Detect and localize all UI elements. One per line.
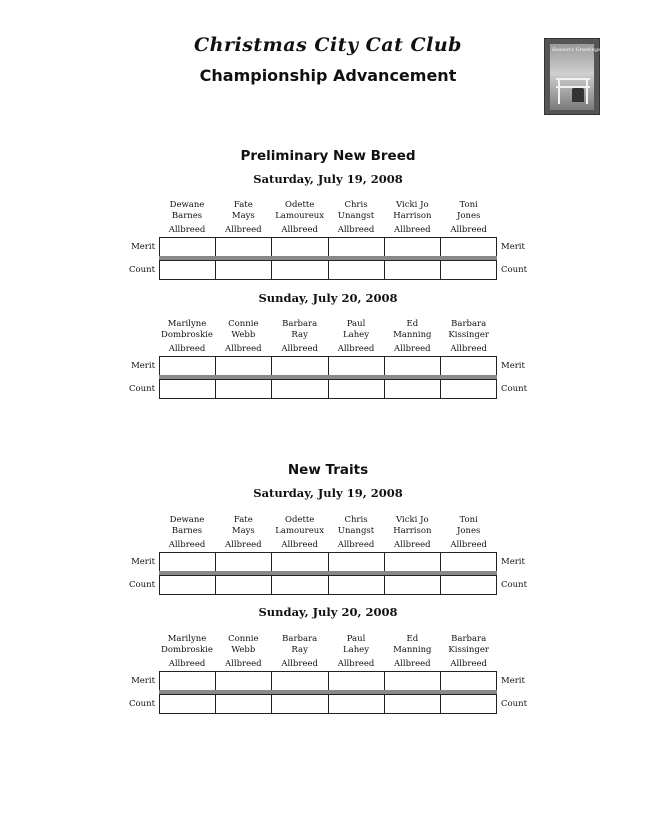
judge-first-name: Odette [285, 200, 315, 210]
railing-post [558, 80, 560, 104]
greeting-card-image [544, 38, 600, 115]
count-entry-cell[interactable] [160, 380, 215, 398]
judge-last-name: Dombroskie [161, 644, 213, 655]
judge-last-name: Kissinger [448, 329, 489, 340]
judge-column-header [441, 319, 497, 355]
merit-row [159, 356, 497, 376]
merit-entry-cell[interactable] [271, 357, 327, 375]
count-entry-cell[interactable] [328, 576, 384, 594]
count-label-right: Count [501, 580, 527, 590]
judge-first-name: Fate [233, 200, 253, 210]
judge-first-name: Marilyne [167, 634, 207, 644]
count-label-left: Count [129, 384, 155, 394]
merit-entry-cell[interactable] [440, 553, 496, 571]
judge-last-name: Unangst [337, 525, 375, 536]
judge-column-header [215, 319, 271, 355]
merit-entry-cell[interactable] [440, 238, 496, 256]
ring-type: Allbreed [394, 344, 431, 354]
scoring-grid [159, 356, 497, 399]
chair-icon [572, 88, 584, 102]
count-label-left: Count [129, 265, 155, 275]
merit-entry-cell[interactable] [328, 672, 384, 690]
judge-column-header [159, 634, 215, 670]
count-entry-cell[interactable] [271, 380, 327, 398]
judge-column-header [384, 319, 440, 355]
judge-last-name: Ray [291, 644, 308, 655]
merit-entry-cell[interactable] [160, 553, 215, 571]
ring-type: Allbreed [225, 225, 262, 235]
merit-entry-cell[interactable] [440, 672, 496, 690]
count-entry-cell[interactable] [215, 380, 271, 398]
scoring-grid [159, 237, 497, 280]
merit-entry-cell[interactable] [215, 357, 271, 375]
judge-first-name: Connie [228, 319, 259, 329]
merit-entry-cell[interactable] [215, 238, 271, 256]
judge-column-header [159, 319, 215, 355]
judge-first-name: Paul [346, 319, 366, 329]
judge-last-name: Lahey [342, 644, 370, 655]
count-entry-cell[interactable] [215, 695, 271, 713]
ring-type: Allbreed [168, 540, 206, 550]
merit-entry-cell[interactable] [328, 238, 384, 256]
judge-first-name: Barbara [451, 319, 487, 329]
section-title: New Traits [287, 462, 369, 478]
judge-first-name: Barbara [451, 634, 487, 644]
merit-label-right: Merit [501, 676, 525, 686]
judge-last-name: Lamoureux [275, 210, 325, 221]
ring-type: Allbreed [281, 540, 318, 550]
judge-column-header [328, 319, 384, 355]
judge-first-name: Dewane [169, 515, 205, 525]
judge-last-name: Manning [393, 644, 432, 655]
judge-first-name: Paul [346, 634, 366, 644]
judge-column-header [272, 634, 328, 670]
judge-last-name: Jones [456, 525, 481, 536]
row-separator [159, 690, 497, 694]
ring-type: Allbreed [225, 344, 262, 354]
ring-type: Allbreed [337, 344, 375, 354]
card-caption: Season's Greetings [552, 47, 601, 53]
judge-column-header [159, 200, 215, 236]
judge-first-name: Fate [233, 515, 253, 525]
railing-top [556, 78, 590, 80]
ring-type: Allbreed [168, 659, 206, 669]
count-label-right: Count [501, 699, 527, 709]
ring-type: Allbreed [394, 659, 431, 669]
judge-column-header [159, 515, 215, 551]
merit-row [159, 552, 497, 572]
railing-post [586, 80, 588, 104]
count-row [159, 575, 497, 595]
judge-column-header [328, 634, 384, 670]
row-separator [159, 571, 497, 575]
count-entry-cell[interactable] [384, 261, 440, 279]
count-entry-cell[interactable] [160, 695, 215, 713]
judge-column-header [328, 200, 384, 236]
ring-type: Allbreed [394, 225, 431, 235]
count-row [159, 260, 497, 280]
merit-entry-cell[interactable] [440, 357, 496, 375]
judge-header-row [159, 200, 497, 240]
scoring-grid [159, 671, 497, 714]
judge-last-name: Mays [231, 525, 255, 536]
ring-type: Allbreed [450, 225, 487, 235]
merit-entry-cell[interactable] [271, 672, 327, 690]
ring-type: Allbreed [281, 344, 318, 354]
judge-column-header [272, 515, 328, 551]
judge-last-name: Lamoureux [275, 525, 325, 536]
count-entry-cell[interactable] [384, 695, 440, 713]
judge-last-name: Barnes [171, 210, 203, 221]
ring-type: Allbreed [450, 344, 487, 354]
judge-last-name: Jones [456, 210, 481, 221]
merit-label-left: Merit [131, 242, 155, 252]
count-entry-cell[interactable] [328, 261, 384, 279]
count-entry-cell[interactable] [160, 261, 215, 279]
judge-last-name: Mays [231, 210, 255, 221]
count-entry-cell[interactable] [328, 380, 384, 398]
merit-label-left: Merit [131, 676, 155, 686]
merit-entry-cell[interactable] [160, 238, 215, 256]
judge-column-header [441, 634, 497, 670]
judge-column-header [328, 515, 384, 551]
day-date: Saturday, July 19, 2008 [253, 172, 403, 186]
ring-type: Allbreed [394, 540, 431, 550]
club-title: Christmas City Cat Club [194, 34, 462, 56]
count-entry-cell[interactable] [440, 380, 496, 398]
beach-chair-picture [550, 44, 601, 110]
judge-last-name: Webb [231, 329, 256, 340]
count-label-left: Count [129, 580, 155, 590]
merit-entry-cell[interactable] [384, 238, 440, 256]
ring-type: Allbreed [337, 225, 375, 235]
count-entry-cell[interactable] [440, 261, 496, 279]
judge-first-name: Barbara [282, 634, 318, 644]
count-label-right: Count [501, 384, 527, 394]
judge-column-header [215, 634, 271, 670]
merit-label-right: Merit [501, 242, 525, 252]
count-row [159, 694, 497, 714]
ring-type: Allbreed [168, 344, 206, 354]
judge-header-row [159, 319, 497, 359]
judge-first-name: Ed [406, 634, 419, 644]
merit-entry-cell[interactable] [271, 238, 327, 256]
day-date: Sunday, July 20, 2008 [258, 291, 398, 305]
judge-column-header [272, 319, 328, 355]
judge-last-name: Harrison [393, 525, 432, 536]
judge-column-header [441, 515, 497, 551]
day-date: Saturday, July 19, 2008 [253, 486, 403, 500]
judge-first-name: Barbara [282, 319, 318, 329]
judge-last-name: Barnes [171, 525, 203, 536]
merit-entry-cell[interactable] [384, 553, 440, 571]
judge-header-row [159, 634, 497, 674]
ring-type: Allbreed [281, 225, 318, 235]
judge-column-header [215, 200, 271, 236]
judge-column-header [441, 200, 497, 236]
count-entry-cell[interactable] [440, 695, 496, 713]
count-entry-cell[interactable] [271, 695, 327, 713]
ring-type: Allbreed [337, 659, 375, 669]
judge-first-name: Toni [459, 200, 478, 210]
day-date: Sunday, July 20, 2008 [258, 605, 398, 619]
merit-entry-cell[interactable] [384, 357, 440, 375]
count-entry-cell[interactable] [215, 576, 271, 594]
judge-header-row [159, 515, 497, 555]
row-separator [159, 256, 497, 260]
count-entry-cell[interactable] [328, 695, 384, 713]
judge-last-name: Dombroskie [161, 329, 213, 340]
judge-column-header [215, 515, 271, 551]
row-separator [159, 375, 497, 379]
ring-type: Allbreed [168, 225, 206, 235]
merit-row [159, 237, 497, 257]
count-entry-cell[interactable] [160, 576, 215, 594]
merit-row [159, 671, 497, 691]
count-entry-cell[interactable] [384, 380, 440, 398]
count-entry-cell[interactable] [440, 576, 496, 594]
scoring-grid [159, 552, 497, 595]
judge-column-header [384, 634, 440, 670]
merit-entry-cell[interactable] [384, 672, 440, 690]
judge-last-name: Webb [231, 644, 256, 655]
merit-entry-cell[interactable] [328, 553, 384, 571]
merit-label-left: Merit [131, 557, 155, 567]
merit-entry-cell[interactable] [160, 672, 215, 690]
judge-last-name: Lahey [342, 329, 370, 340]
judge-last-name: Ray [291, 329, 308, 340]
ring-type: Allbreed [225, 540, 262, 550]
merit-entry-cell[interactable] [328, 357, 384, 375]
judge-column-header [384, 200, 440, 236]
ring-type: Allbreed [337, 540, 375, 550]
judge-first-name: Toni [459, 515, 478, 525]
count-entry-cell[interactable] [384, 576, 440, 594]
merit-label-right: Merit [501, 361, 525, 371]
judge-first-name: Ed [406, 319, 419, 329]
judge-first-name: Chris [344, 515, 368, 525]
count-label-left: Count [129, 699, 155, 709]
count-label-right: Count [501, 265, 527, 275]
section-title: Preliminary New Breed [240, 148, 416, 164]
judge-last-name: Manning [393, 329, 432, 340]
judge-first-name: Connie [228, 634, 259, 644]
merit-label-right: Merit [501, 557, 525, 567]
judge-first-name: Odette [285, 515, 315, 525]
ring-type: Allbreed [225, 659, 262, 669]
merit-label-left: Merit [131, 361, 155, 371]
judge-first-name: Marilyne [167, 319, 207, 329]
judge-last-name: Unangst [337, 210, 375, 221]
judge-first-name: Dewane [169, 200, 205, 210]
merit-entry-cell[interactable] [160, 357, 215, 375]
judge-first-name: Vicki Jo [396, 200, 429, 210]
ring-type: Allbreed [450, 540, 487, 550]
merit-entry-cell[interactable] [271, 553, 327, 571]
count-entry-cell[interactable] [271, 261, 327, 279]
judge-last-name: Kissinger [448, 644, 489, 655]
count-entry-cell[interactable] [271, 576, 327, 594]
count-row [159, 379, 497, 399]
judge-last-name: Harrison [393, 210, 432, 221]
ring-type: Allbreed [450, 659, 487, 669]
merit-entry-cell[interactable] [215, 672, 271, 690]
ring-type: Allbreed [281, 659, 318, 669]
page-subtitle: Championship Advancement [199, 66, 457, 85]
judge-column-header [272, 200, 328, 236]
judge-column-header [384, 515, 440, 551]
count-entry-cell[interactable] [215, 261, 271, 279]
merit-entry-cell[interactable] [215, 553, 271, 571]
judge-first-name: Chris [344, 200, 368, 210]
judge-first-name: Vicki Jo [396, 515, 429, 525]
